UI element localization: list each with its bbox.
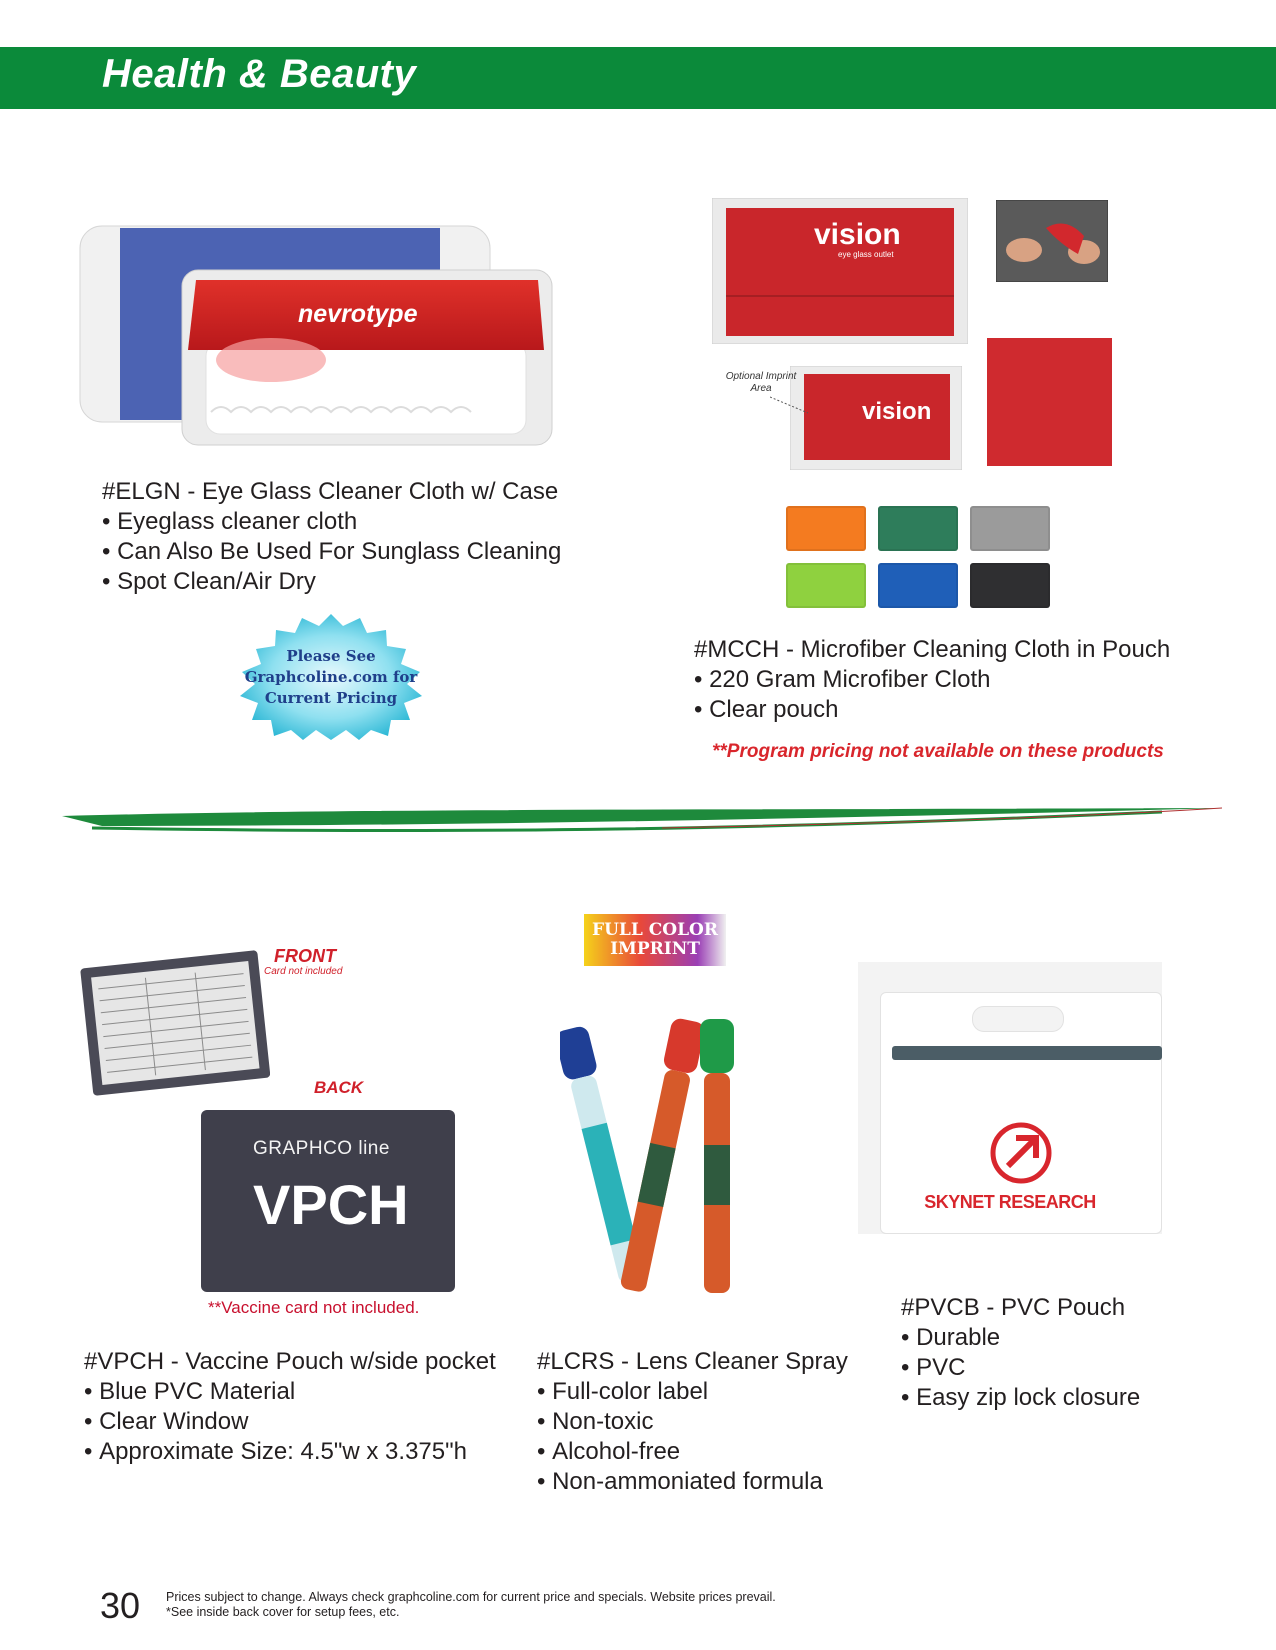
vpch-logo-text: GRAPHCO line bbox=[253, 1138, 390, 1159]
mcch-bullet: • Clear pouch bbox=[694, 695, 1170, 725]
mcch-brand-sub: eye glass outlet bbox=[838, 250, 894, 259]
vpch-back-label: BACK bbox=[314, 1078, 364, 1097]
vpch-bullet: • Clear Window bbox=[84, 1407, 496, 1437]
elgn-bullet: • Spot Clean/Air Dry bbox=[102, 567, 561, 597]
starburst-line: Graphcoline.com for bbox=[244, 667, 418, 686]
mcch-cloth-image bbox=[987, 338, 1112, 466]
lcrs-bullet: • Full-color label bbox=[537, 1377, 848, 1407]
mcch-imprint-note: Optional Imprint Area bbox=[725, 371, 797, 394]
elgn-bullet: • Can Also Be Used For Sunglass Cleaning bbox=[102, 537, 561, 567]
starburst-text bbox=[236, 612, 426, 742]
pvcb-bullet: • PVC bbox=[901, 1353, 1140, 1383]
elgn-description bbox=[102, 477, 561, 597]
lcrs-description bbox=[537, 1347, 848, 1497]
color-swatch bbox=[970, 563, 1050, 608]
program-pricing-note: **Program pricing not available on these products bbox=[712, 741, 1164, 762]
footer-disclaimer bbox=[166, 1590, 776, 1620]
lcrs-title: #LCRS - Lens Cleaner Spray bbox=[537, 1348, 848, 1375]
lcrs-bullet: • Alcohol-free bbox=[537, 1437, 848, 1467]
pvcb-bullet: • Easy zip lock closure bbox=[901, 1383, 1140, 1413]
vpch-front-label: FRONT bbox=[274, 946, 336, 966]
starburst-line: Current Pricing bbox=[264, 688, 398, 707]
badge-line: IMPRINT bbox=[610, 939, 700, 959]
color-swatch bbox=[878, 563, 958, 608]
mcch-description bbox=[694, 635, 1170, 725]
mcch-title: #MCCH - Microfiber Cleaning Cloth in Pouch bbox=[694, 636, 1171, 663]
elgn-title: #ELGN - Eye Glass Cleaner Cloth w/ Case bbox=[102, 478, 559, 505]
section-divider bbox=[62, 804, 1222, 840]
footer-line: *See inside back cover for setup fees, etc. bbox=[166, 1605, 400, 1619]
section-title: Health & Beauty bbox=[102, 52, 417, 96]
vpch-front-image bbox=[80, 935, 270, 1105]
pvcb-brand-text: SKYNET RESEARCH bbox=[924, 1192, 1096, 1212]
mcch-bullet: • 220 Gram Microfiber Cloth bbox=[694, 665, 1170, 695]
lcrs-bullet: • Non-ammoniated formula bbox=[537, 1467, 848, 1497]
color-swatch bbox=[786, 506, 866, 551]
lcrs-product-image bbox=[560, 1005, 760, 1305]
mcch-usage-photo bbox=[996, 200, 1108, 282]
badge-line: FULL COLOR bbox=[592, 920, 718, 940]
elgn-product-image bbox=[76, 222, 576, 452]
pvcb-bullet: • Durable bbox=[901, 1323, 1140, 1353]
pricing-starburst bbox=[236, 612, 426, 742]
vpch-title: #VPCH - Vaccine Pouch w/side pocket bbox=[84, 1348, 496, 1375]
starburst-line: Please See bbox=[286, 646, 376, 665]
vpch-description bbox=[84, 1347, 496, 1467]
vpch-bullet: • Blue PVC Material bbox=[84, 1377, 496, 1407]
elgn-brand-logo: nevrotype bbox=[298, 300, 418, 328]
full-color-imprint-badge bbox=[584, 914, 726, 966]
color-swatch bbox=[970, 506, 1050, 551]
pvcb-zipper bbox=[892, 1046, 1162, 1060]
vpch-back-image bbox=[201, 1110, 455, 1292]
mcch-color-swatches bbox=[786, 506, 1056, 610]
skynet-logo-icon bbox=[988, 1120, 1054, 1186]
mcch-brand-logo-small: vision bbox=[862, 398, 932, 425]
color-swatch bbox=[878, 506, 958, 551]
elgn-bullet: • Eyeglass cleaner cloth bbox=[102, 507, 561, 537]
vpch-front-sub: Card not included bbox=[264, 966, 343, 977]
lcrs-bullet: • Non-toxic bbox=[537, 1407, 848, 1437]
vpch-bullet: • Approximate Size: 4.5"w x 3.375"h bbox=[84, 1437, 496, 1467]
vpch-code-text: VPCH bbox=[253, 1173, 409, 1236]
pvcb-handle-cutout bbox=[972, 1006, 1064, 1032]
color-swatch bbox=[786, 563, 866, 608]
pvcb-description bbox=[901, 1293, 1140, 1413]
imprint-pointer-line bbox=[770, 395, 810, 415]
pvcb-title: #PVCB - PVC Pouch bbox=[901, 1294, 1126, 1321]
pvcb-product-image bbox=[858, 962, 1162, 1234]
footer-line: Prices subject to change. Always check graphcoline.com for current price and specials. Website prices prevail. bbox=[166, 1590, 776, 1604]
mcch-brand-logo-large: vision bbox=[814, 218, 901, 251]
vaccine-card-note: **Vaccine card not included. bbox=[208, 1298, 420, 1317]
page-number: 30 bbox=[100, 1585, 141, 1626]
